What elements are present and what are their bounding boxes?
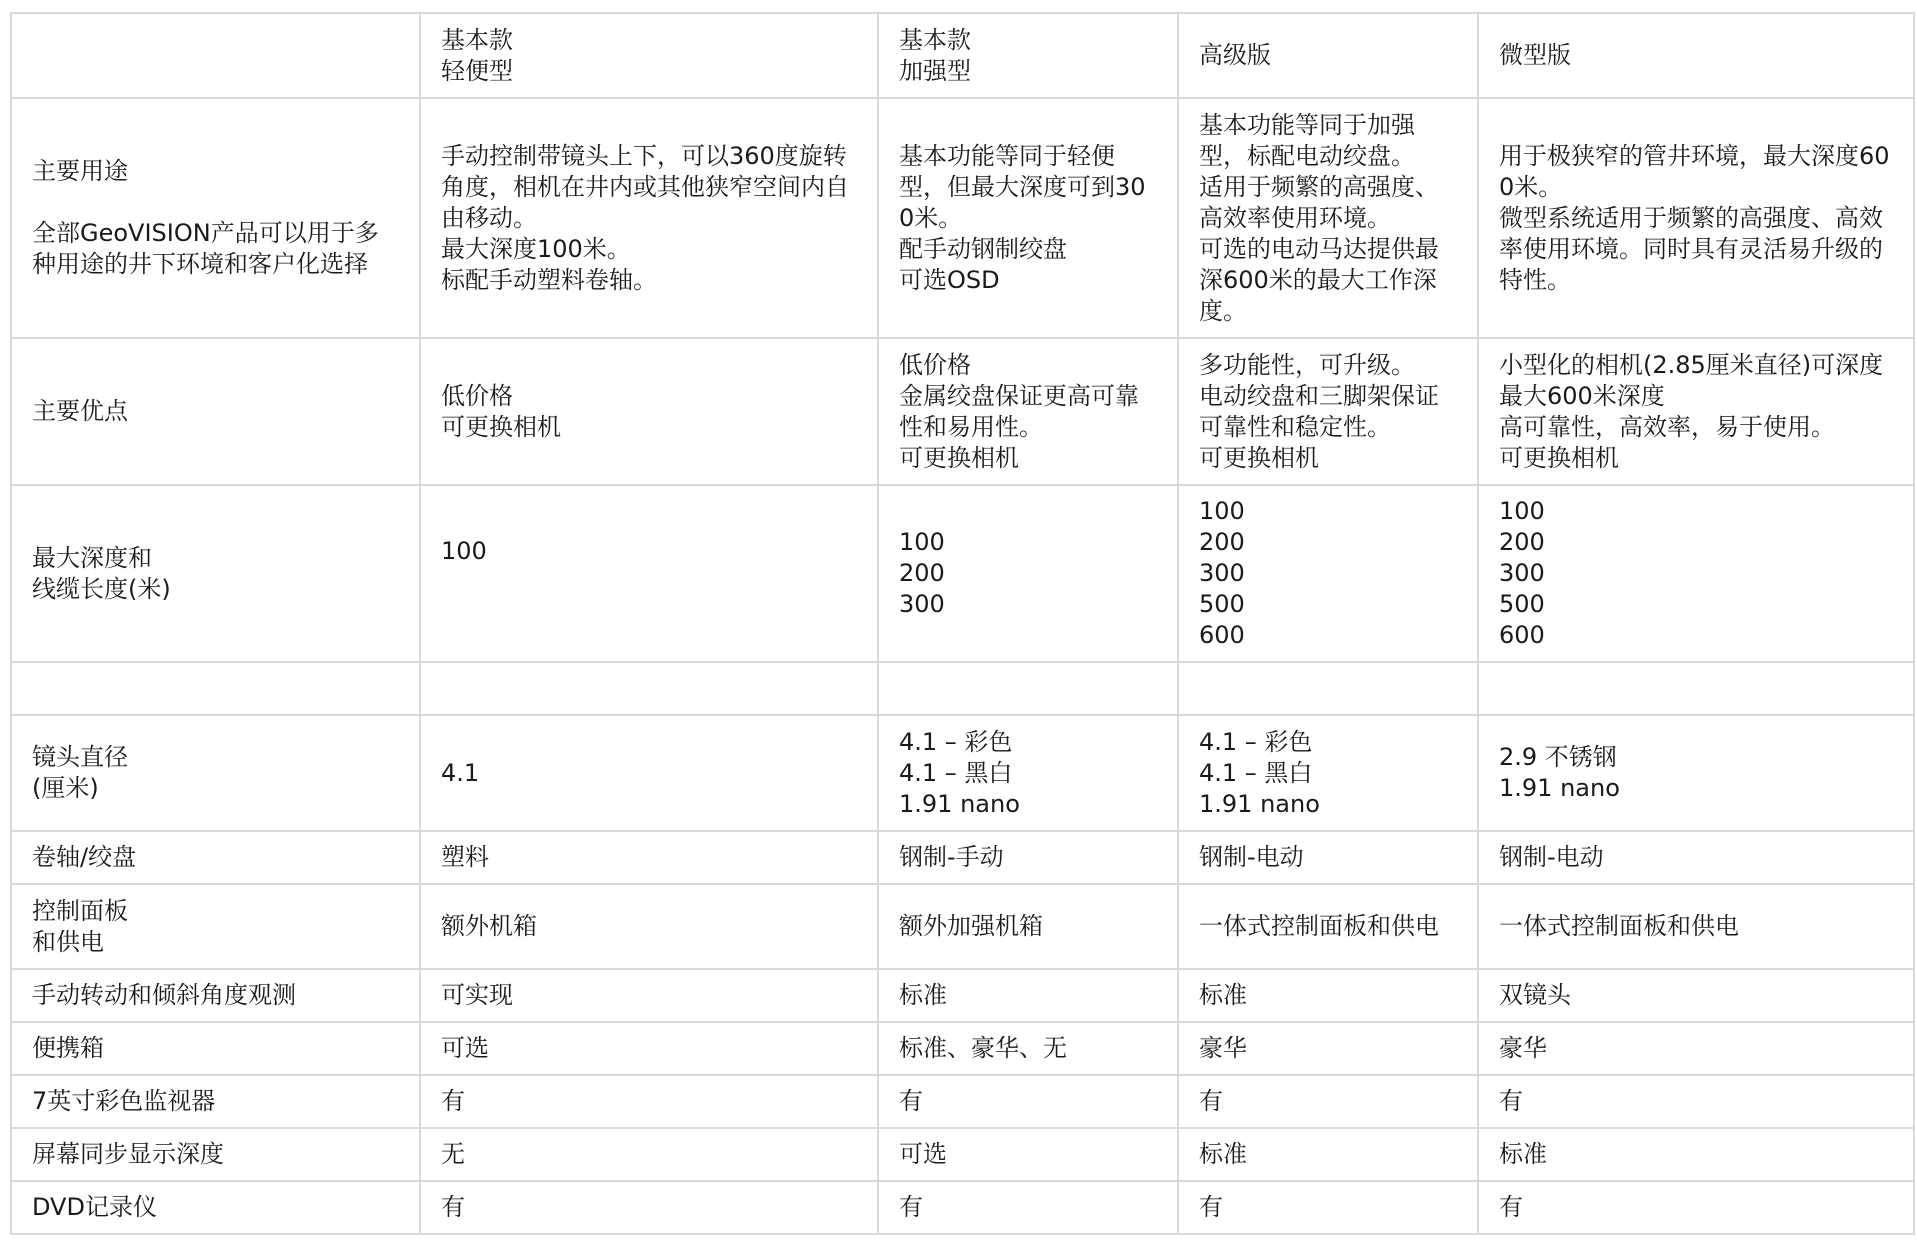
header-row — [11, 13, 1914, 98]
comparison-table — [10, 12, 1915, 1235]
cell-advanced: 豪华 — [1178, 1022, 1478, 1075]
cell-advanced: 标准 — [1178, 1128, 1478, 1181]
row-empty — [11, 662, 1914, 715]
row-label-line1: 镜头直径 — [32, 743, 128, 771]
row-label-line2: 和供电 — [32, 927, 104, 956]
header-micro — [1478, 13, 1914, 98]
row-label: 屏幕同步显示深度 — [11, 1128, 420, 1181]
cell-basic-light: 有 — [420, 1181, 878, 1234]
cell-advanced: 有 — [1178, 1181, 1478, 1234]
cell-basic-light: 手动控制带镜头上下，可以360度旋转角度，相机在井内或其他狭窄空间内自由移动。 最大深度100米。 标配手动塑料卷轴。 — [420, 98, 878, 338]
header-corner-cell — [11, 13, 420, 98]
row-rotation — [11, 969, 1914, 1022]
row-label-line2: (厘米) — [32, 774, 99, 802]
cell-basic-light: 4.1 — [420, 715, 878, 831]
row-carrying-case — [11, 1022, 1914, 1075]
header-label-line1: 基本款 — [441, 25, 513, 54]
cell-advanced: 基本功能等同于加强型，标配电动绞盘。 适用于频繁的高强度、高效率使用环境。 可选的电动马达提供最深600米的最大工作深度。 — [1178, 98, 1478, 338]
row-reel — [11, 831, 1914, 884]
cell-advanced: 标准 — [1178, 969, 1478, 1022]
row-label: 便携箱 — [11, 1022, 420, 1075]
row-label — [11, 485, 420, 662]
row-monitor — [11, 1075, 1914, 1128]
header-basic-light — [420, 13, 878, 98]
cell-micro: 100 200 300 500 600 — [1478, 485, 1914, 662]
row-label-line2: 线缆长度(米) — [32, 574, 171, 603]
row-label: 7英寸彩色监视器 — [11, 1075, 420, 1128]
cell-basic-reinforced: 100 200 300 — [878, 485, 1178, 662]
row-main-usage — [11, 98, 1914, 338]
row-label-line1: 主要用途 — [32, 157, 128, 185]
cell-advanced: 100 200 300 500 600 — [1178, 485, 1478, 662]
cell-advanced: 钢制-电动 — [1178, 831, 1478, 884]
row-max-depth — [11, 485, 1914, 662]
cell-basic-reinforced: 低价格 金属绞盘保证更高可靠性和易用性。 可更换相机 — [878, 338, 1178, 485]
cell-basic-reinforced: 有 — [878, 1181, 1178, 1234]
cell-basic-reinforced: 基本功能等同于轻便型，但最大深度可到300米。 配手动钢制绞盘 可选OSD — [878, 98, 1178, 338]
row-label: DVD记录仪 — [11, 1181, 420, 1234]
row-label-line1: 最大深度和 — [32, 543, 152, 572]
header-label-line1: 高级版 — [1199, 41, 1271, 69]
empty-cell — [1178, 662, 1478, 715]
cell-basic-reinforced: 有 — [878, 1075, 1178, 1128]
cell-basic-light: 塑料 — [420, 831, 878, 884]
header-label-line1: 基本款 — [899, 25, 971, 54]
cell-micro: 豪华 — [1478, 1022, 1914, 1075]
cell-basic-light: 低价格 可更换相机 — [420, 338, 878, 485]
cell-basic-light: 无 — [420, 1128, 878, 1181]
empty-cell — [11, 662, 420, 715]
cell-basic-reinforced: 标准、豪华、无 — [878, 1022, 1178, 1075]
cell-advanced: 一体式控制面板和供电 — [1178, 884, 1478, 969]
empty-cell — [878, 662, 1178, 715]
cell-basic-light: 有 — [420, 1075, 878, 1128]
cell-basic-reinforced: 可选 — [878, 1128, 1178, 1181]
cell-micro: 钢制-电动 — [1478, 831, 1914, 884]
cell-basic-light: 额外机箱 — [420, 884, 878, 969]
cell-micro: 双镜头 — [1478, 969, 1914, 1022]
cell-basic-reinforced: 额外加强机箱 — [878, 884, 1178, 969]
cell-micro: 小型化的相机(2.85厘米直径)可深度最大600米深度 高可靠性，高效率，易于使用。 可更换相机 — [1478, 338, 1914, 485]
header-label-line1: 微型版 — [1499, 41, 1571, 69]
row-control-panel — [11, 884, 1914, 969]
cell-micro: 用于极狭窄的管井环境，最大深度600米。 微型系统适用于频繁的高强度、高效率使用环境。同时具有灵活易升级的特性。 — [1478, 98, 1914, 338]
row-label — [11, 98, 420, 338]
header-label-line2: 加强型 — [899, 56, 971, 85]
row-dvd-recorder — [11, 1181, 1914, 1234]
cell-basic-reinforced: 4.1 – 彩色 4.1 – 黑白 1.91 nano — [878, 715, 1178, 831]
cell-basic-light: 100 — [420, 485, 878, 662]
empty-cell — [420, 662, 878, 715]
empty-cell — [1478, 662, 1914, 715]
cell-advanced: 有 — [1178, 1075, 1478, 1128]
row-label — [11, 884, 420, 969]
cell-micro: 有 — [1478, 1181, 1914, 1234]
cell-advanced: 4.1 – 彩色 4.1 – 黑白 1.91 nano — [1178, 715, 1478, 831]
row-label-line2: 全部GeoVISION产品可以用于多种用途的井下环境和客户化选择 — [32, 219, 379, 278]
cell-micro: 有 — [1478, 1075, 1914, 1128]
cell-basic-reinforced: 标准 — [878, 969, 1178, 1022]
row-label: 主要优点 — [11, 338, 420, 485]
cell-basic-light: 可选 — [420, 1022, 878, 1075]
header-label-line2: 轻便型 — [441, 56, 513, 85]
header-basic-reinforced — [878, 13, 1178, 98]
row-lens-diameter — [11, 715, 1914, 831]
cell-basic-reinforced: 钢制-手动 — [878, 831, 1178, 884]
cell-advanced: 多功能性，可升级。 电动绞盘和三脚架保证可靠性和稳定性。 可更换相机 — [1178, 338, 1478, 485]
cell-basic-light: 可实现 — [420, 969, 878, 1022]
row-label — [11, 715, 420, 831]
row-depth-display — [11, 1128, 1914, 1181]
cell-micro: 标准 — [1478, 1128, 1914, 1181]
row-label: 手动转动和倾斜角度观测 — [11, 969, 420, 1022]
header-advanced — [1178, 13, 1478, 98]
row-label: 卷轴/绞盘 — [11, 831, 420, 884]
row-main-advantages — [11, 338, 1914, 485]
cell-micro: 2.9 不锈钢 1.91 nano — [1478, 715, 1914, 831]
cell-micro: 一体式控制面板和供电 — [1478, 884, 1914, 969]
row-label-line1: 控制面板 — [32, 896, 128, 925]
